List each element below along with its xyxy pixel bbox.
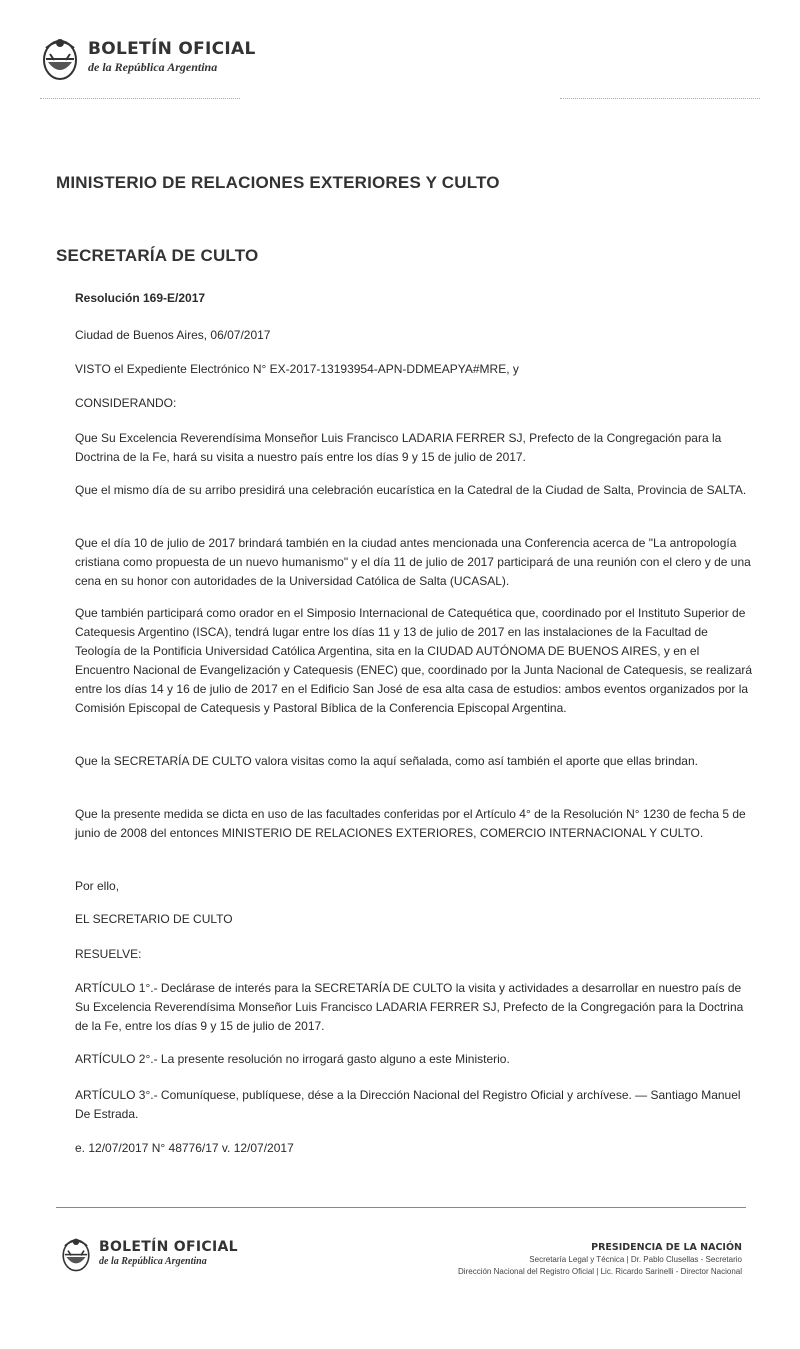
article-2: ARTÍCULO 2°.- La presente resolución no irrogará gasto alguno a este Ministerio.: [75, 1052, 510, 1066]
header-logo-subtitle: de la República Argentina: [88, 60, 218, 74]
footer-logo-title: BOLETÍN OFICIAL: [99, 1238, 238, 1255]
signatory-title: EL SECRETARIO DE CULTO: [75, 912, 233, 926]
considerando-line: CONSIDERANDO:: [75, 396, 177, 410]
footer-line-2: Dirección Nacional del Registro Oficial | Lic. Ricardo Sarinelli - Director Nacional: [458, 1267, 742, 1276]
resolution-number-text: Resolución 169-E/2017: [75, 291, 206, 305]
publication-line: e. 12/07/2017 N° 48776/17 v. 12/07/2017: [75, 1141, 294, 1155]
paragraph-5: Que la SECRETARÍA DE CULTO valora visitas como la aquí señalada, como así también el aporte que ellas brindan.: [75, 754, 698, 768]
article-3: ARTÍCULO 3°.- Comuníquese, publíquese, dése a la Dirección Nacional del Registro Oficial y archívese. — Santiago Manuel De Estrada.: [75, 1088, 741, 1121]
header-logo: [40, 34, 256, 80]
coat-of-arms-icon: [60, 1234, 92, 1272]
paragraph-3: Que el día 10 de julio de 2017 brindará también en la ciudad antes mencionada una Conferencia acerca de "La antropología cristiana como propuesta de un nuevo humanismo" y el día 11 de julio de 2017 participará de una reunión con el clero y de una cena en su honor con autoridades de la Universidad Católica de Salta (UCASAL).: [75, 536, 751, 588]
paragraph-2: Que el mismo día de su arribo presidirá una celebración eucarística en la Catedral de la Ciudad de Salta, Provincia de SALTA.: [75, 483, 747, 497]
coat-of-arms-icon: [40, 34, 80, 80]
resuelve-line: RESUELVE:: [75, 947, 142, 961]
header-divider: [40, 98, 240, 99]
visto-line: VISTO el Expediente Electrónico N° EX-2017-13193954-APN-DDMEAPYA#MRE, y: [75, 362, 519, 376]
footer-logo: [60, 1234, 238, 1272]
header-logo-title: BOLETÍN OFICIAL: [88, 39, 256, 59]
header-divider-right: [560, 98, 760, 99]
footer-line-1: Secretaría Legal y Técnica | Dr. Pablo Clusellas - Secretario: [529, 1255, 742, 1264]
date-line: Ciudad de Buenos Aires, 06/07/2017: [75, 328, 271, 342]
article-1: ARTÍCULO 1°.- Declárase de interés para la SECRETARÍA DE CULTO la visita y actividades a desarrollar en nuestro país de Su Excelencia Reverendísima Monseñor Luis Francisco LADARIA FERRER SJ, Prefecto de la Congregación para la Doctrina de la Fe, entre los días 9 y 15 de julio de 2017.: [75, 981, 744, 1033]
footer-credits: [458, 1242, 742, 1278]
resolution-number: [75, 289, 755, 308]
paragraph-1: Que Su Excelencia Reverendísima Monseñor Luis Francisco LADARIA FERRER SJ, Prefecto de la Congregación para la Doctrina de la Fe, hará su visita a nuestro país entre los días 9 y 15 de julio de 2017.: [75, 431, 722, 464]
paragraph-4: Que también participará como orador en el Simposio Internacional de Catequética que, coordinado por el Instituto Superior de Catequesis Argentino (ISCA), tendrá lugar entre los días 11 y 13 de julio de 2017 en las instalaciones de la Facultad de Teología de la Pontificia Universidad Católica Argentina, sita en la CIUDAD AUTÓNOMA DE BUENOS AIRES, y en el Encuentro Nacional de Evangelización y Catequesis (ENEC) que, coordinado por la Junta Nacional de Catequesis, se realizará entre los días 14 y 16 de julio de 2017 en el Edificio San José de esa alta casa de estudios: ambos eventos organizados por la Comisión Episcopal de Catequesis y Pastoral Bíblica de la Conferencia Episcopal Argentina.: [75, 606, 753, 715]
ministry-heading: MINISTERIO DE RELACIONES EXTERIORES Y CULTO: [56, 173, 500, 192]
footer-divider: [56, 1207, 746, 1208]
por-ello-line: Por ello,: [75, 879, 120, 893]
secretariat-heading: SECRETARÍA DE CULTO: [56, 246, 259, 265]
paragraph-6: Que la presente medida se dicta en uso de las facultades conferidas por el Artículo 4° de la Resolución N° 1230 de fecha 5 de junio de 2008 del entonces MINISTERIO DE RELACIONES EXTERIORES, COMERCIO INTERNACIONAL Y CULTO.: [75, 807, 746, 840]
footer-logo-subtitle: de la República Argentina: [99, 1255, 207, 1267]
footer-presidencia: PRESIDENCIA DE LA NACIÓN: [591, 1242, 742, 1253]
